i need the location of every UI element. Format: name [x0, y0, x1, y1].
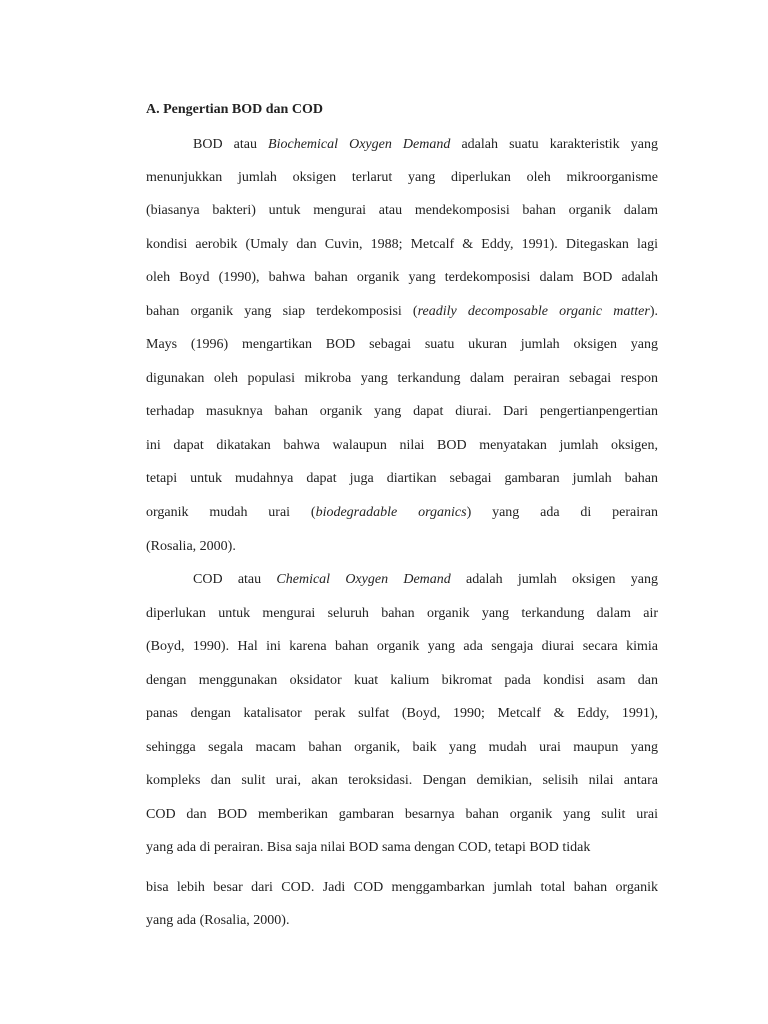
text-line: menunjukkan jumlah oksigen terlarut yang diperlukan oleh mikroorganisme: [146, 170, 658, 185]
text-line: (biasanya bakteri) untuk mengurai atau mendekomposisi bahan organik dalam: [146, 203, 658, 218]
text-line: yang ada (Rosalia, 2000).: [146, 913, 290, 928]
text-line: bahan organik yang siap terdekomposisi (readily decomposable organic matter).: [146, 304, 659, 319]
text-line: dengan menggunakan oksidator kuat kalium bikromat pada kondisi asam dan: [146, 673, 658, 688]
text-line: kondisi aerobik (Umaly dan Cuvin, 1988; Metcalf & Eddy, 1991). Ditegaskan lagi: [146, 237, 658, 252]
text-line: BOD atau Biochemical Oxygen Demand adalah suatu karakteristik yang: [193, 137, 658, 152]
text-line: COD dan BOD memberikan gambaran besarnya bahan organik yang sulit urai: [146, 807, 658, 822]
text-line: terhadap masuknya bahan organik yang dapat diurai. Dari pengertianpengertian: [146, 404, 658, 419]
section-heading: A. Pengertian BOD dan COD: [146, 102, 323, 117]
text-line: sehingga segala macam bahan organik, baik yang mudah urai maupun yang: [146, 740, 658, 755]
text-line: organik mudah urai (biodegradable organics) yang ada di perairan: [146, 505, 658, 520]
text-line: diperlukan untuk mengurai seluruh bahan organik yang terkandung dalam air: [146, 606, 658, 621]
text-line: Mays (1996) mengartikan BOD sebagai suatu ukuran jumlah oksigen yang: [146, 337, 658, 352]
text-line: ini dapat dikatakan bahwa walaupun nilai BOD menyatakan jumlah oksigen,: [146, 438, 658, 453]
text-line: panas dengan katalisator perak sulfat (Boyd, 1990; Metcalf & Eddy, 1991),: [146, 706, 658, 721]
text-line: yang ada di perairan. Bisa saja nilai BOD sama dengan COD, tetapi BOD tidak: [146, 840, 591, 855]
text-line: tetapi untuk mudahnya dapat juga diartikan sebagai gambaran jumlah bahan: [146, 471, 658, 486]
text-line: oleh Boyd (1990), bahwa bahan organik yang terdekomposisi dalam BOD adalah: [146, 270, 658, 285]
text-line: kompleks dan sulit urai, akan teroksidasi. Dengan demikian, selisih nilai antara: [146, 773, 658, 788]
text-line: bisa lebih besar dari COD. Jadi COD menggambarkan jumlah total bahan organik: [146, 880, 658, 895]
text-line: (Rosalia, 2000).: [146, 539, 236, 554]
text-line: COD atau Chemical Oxygen Demand adalah jumlah oksigen yang: [193, 572, 658, 587]
text-line: digunakan oleh populasi mikroba yang terkandung dalam perairan sebagai respon: [146, 371, 658, 386]
text-line: (Boyd, 1990). Hal ini karena bahan organik yang ada sengaja diurai secara kimia: [146, 639, 658, 654]
